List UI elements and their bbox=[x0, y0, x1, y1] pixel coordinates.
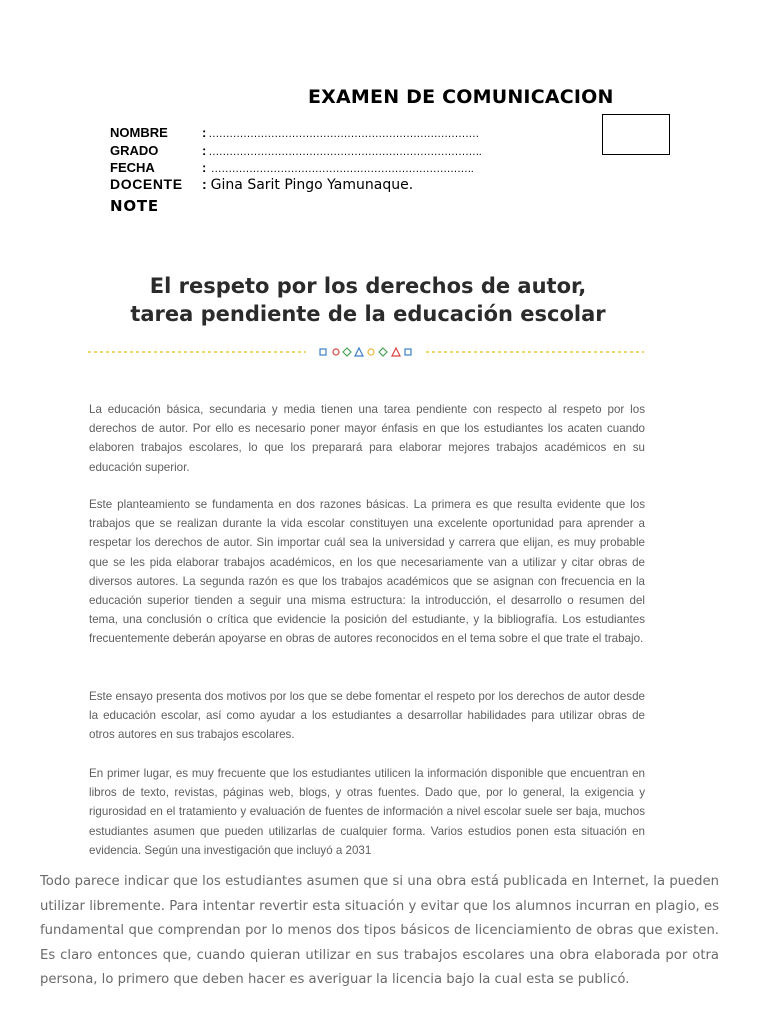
field-colon: : bbox=[202, 143, 207, 158]
circle-icon bbox=[333, 349, 339, 355]
article-title-line2: tarea pendiente de la educación escolar bbox=[130, 302, 606, 326]
article-title bbox=[90, 272, 646, 328]
field-nombre bbox=[110, 124, 479, 142]
note-label: NOTE bbox=[110, 197, 159, 215]
field-label: DOCENTE bbox=[110, 176, 183, 192]
field-value-blank[interactable]: …………………………………………………………………… bbox=[208, 128, 479, 140]
field-value: Gina Sarit Pingo Yamunaque. bbox=[210, 177, 414, 193]
field-label: NOMBRE bbox=[110, 125, 168, 140]
exam-title: EXAMEN DE COMUNICACION bbox=[308, 86, 614, 108]
decorative-divider bbox=[88, 345, 644, 359]
circle-icon bbox=[368, 349, 374, 355]
article-paragraph: Este planteamiento se fundamenta en dos razones básicas. La primera es que resulta evidente que los trabajos que se realizan durante la vida escolar constituyen una excelente oportunidad para aprender a respetar los derechos de autor. Sin importar cuál sea la universidad y carrera que elijan, es muy probable que se les pida elaborar trabajos académicos, en los que necesariamente van a utilizar y citar obras de diversos autores. La segunda razón es que los trabajos académicos que se asignan con frecuencia en la educación superior tienden a seguir una misma estructura: la introducción, el desarrollo o resumen del tema, una conclusión o crítica que evidencie la posición del estudiante, y la bibliografía. Los estudiantes frecuentemente deberán apoyarse en obras de autores reconocidos en el tema sobre el que trate el trabajo. bbox=[89, 498, 645, 646]
triangle-icon bbox=[355, 348, 363, 356]
field-grado bbox=[110, 142, 481, 160]
field-colon: : bbox=[202, 125, 207, 140]
triangle-icon bbox=[392, 348, 400, 356]
field-colon: : bbox=[202, 176, 207, 192]
overlay-paragraph: Todo parece indicar que los estudiantes asumen que si una obra está publicada en Internet, la pueden utilizar libremente. Para intentar revertir esta situación y evitar que los alumnos incurran en plagio, es fundamental que comprendan por lo menos dos tipos básicos de licenciamiento de obras que existen. Es claro entonces que, cuando quieran utilizar en sus trabajos escolares una obra elaborada por otra persona, lo primero que deben hacer es averiguar la licencia bajo la cual esta se publicó. bbox=[40, 874, 719, 987]
field-value-blank[interactable]: ……………………………………………………………………. bbox=[208, 146, 482, 158]
field-label: FECHA bbox=[110, 160, 155, 175]
diamond-icon bbox=[379, 348, 387, 356]
field-fecha bbox=[110, 159, 473, 177]
grade-box[interactable] bbox=[602, 114, 670, 155]
square-icon bbox=[320, 349, 326, 355]
field-label: GRADO bbox=[110, 143, 159, 158]
square-icon bbox=[405, 349, 411, 355]
article-paragraph: En primer lugar, es muy frecuente que los estudiantes utilicen la información disponible que encuentran en libros de texto, revistas, páginas web, blogs, y otras fuentes. Dado que, por lo general, la exigencia y rigurosidad en el tratamiento y evaluación de fuentes de información a nivel escolar suele ser baja, muchos estudiantes asumen que pueden utilizarlas de cualquier forma. Varios estudios ponen esta situación en evidencia. Según una investigación que incluyó a 2031 bbox=[89, 767, 645, 857]
article-title-line1: El respeto por los derechos de autor, bbox=[149, 274, 587, 298]
article-paragraph: Este ensayo presenta dos motivos por los que se debe fomentar el respeto por los derechos de autor desde la educación escolar, así como ayudar a los estudiantes a desarrollar habilidades para utilizar obras de otros autores en sus trabajos escolares. bbox=[89, 690, 645, 742]
article-paragraph: La educación básica, secundaria y media tienen una tarea pendiente con respecto al respeto por los derechos de autor. Por ello es necesario poner mayor énfasis en que los estudiantes los acaten cuando elaboren trabajos escolares, lo que los preparará para elaborar mejores trabajos académicos en su educación superior. bbox=[89, 403, 645, 474]
field-colon: : bbox=[202, 160, 207, 175]
field-docente bbox=[110, 176, 413, 194]
field-value-blank[interactable]: …………………………………………………………………. bbox=[208, 163, 474, 175]
diamond-icon bbox=[343, 348, 351, 356]
